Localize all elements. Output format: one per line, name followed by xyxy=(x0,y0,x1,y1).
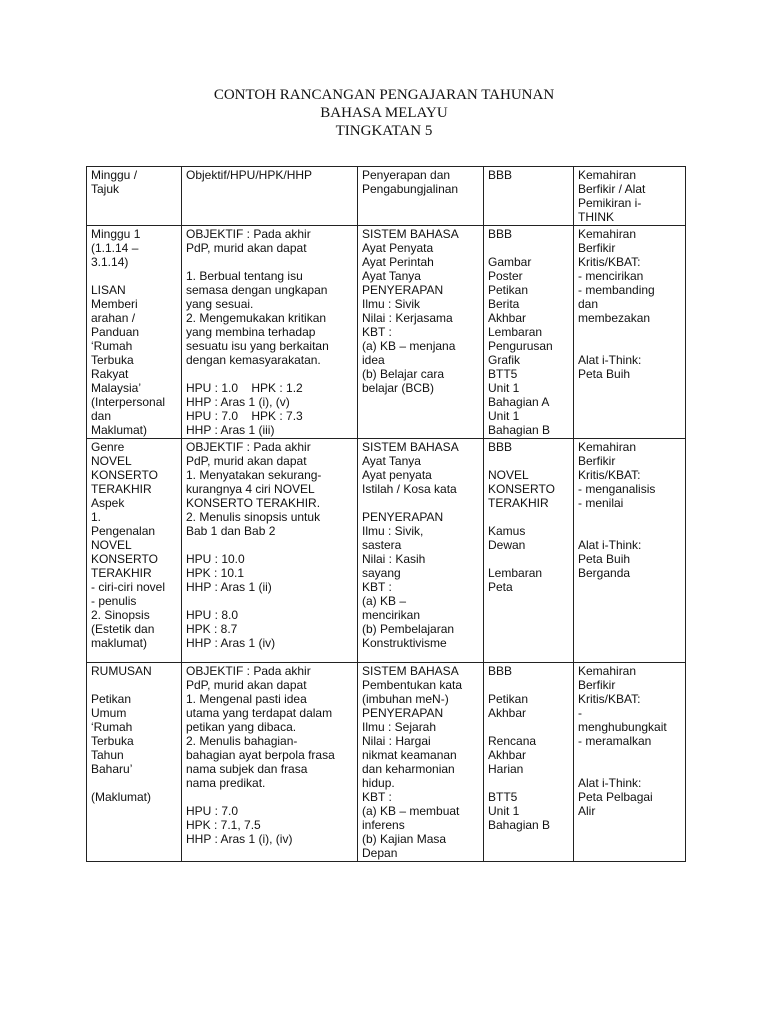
cell-text-line: (Interpersonal xyxy=(91,395,166,409)
cell-text-line: membezakan xyxy=(578,311,651,325)
cell-text-line: Akhbar xyxy=(488,748,527,762)
cell-text-line xyxy=(488,552,570,566)
cell-text-line: - penulis xyxy=(91,594,137,608)
cell-text-line xyxy=(578,762,682,776)
teaching-aids-cell xyxy=(484,663,574,862)
header-text-line: BBB xyxy=(488,168,513,182)
cell-text-line: Poster xyxy=(488,269,523,283)
cell-text-line: Malaysia’ xyxy=(91,381,142,395)
cell-text-line: 1. Menyatakan sekurang- xyxy=(186,468,322,482)
cell-text-line: - menilai xyxy=(578,496,624,510)
cell-text-line: Nilai : Hargai xyxy=(362,734,431,748)
lesson-plan-body xyxy=(87,167,686,862)
cell-text-line: SISTEM BAHASA xyxy=(362,440,459,454)
cell-text-line: yang sesuai. xyxy=(186,297,254,311)
cell-text-line: KONSERTO xyxy=(91,468,158,482)
cell-text-line: Panduan xyxy=(91,325,140,339)
lesson-plan-table xyxy=(86,166,686,862)
cell-text-line: Pengurusan xyxy=(488,339,553,353)
cell-text-line: HPU : 1.0 HPK : 1.2 xyxy=(186,381,303,395)
cell-text-line: nama subjek dan frasa xyxy=(186,762,308,776)
cell-text-line: Unit 1 xyxy=(488,804,520,818)
cell-text-line: TERAKHIR xyxy=(91,482,152,496)
cell-text-line: RUMUSAN xyxy=(91,664,152,678)
cell-text-line: KBT : xyxy=(362,325,392,339)
cell-text-line: Lembaran xyxy=(488,566,543,580)
integration-cell xyxy=(358,226,484,439)
objectives-cell xyxy=(182,663,358,862)
week-topic-cell xyxy=(87,663,182,862)
cell-text-line: HHP : Aras 1 (iii) xyxy=(186,423,275,437)
cell-text-line: Alat i-Think: xyxy=(578,538,642,552)
cell-text-line: 1. Mengenal pasti idea xyxy=(186,692,307,706)
cell-text-line: Unit 1 xyxy=(488,409,520,423)
cell-text-line xyxy=(488,454,570,468)
cell-text-line: PENYERAPAN xyxy=(362,510,444,524)
teaching-aids-cell xyxy=(484,439,574,663)
cell-text-line xyxy=(186,255,354,269)
cell-text-line: HHP : Aras 1 (i), (v) xyxy=(186,395,290,409)
cell-text-line: menghubungkait xyxy=(578,720,667,734)
cell-text-line xyxy=(488,241,570,255)
cell-text-line: Kritis/KBAT: xyxy=(578,692,641,706)
cell-text-line: BBB xyxy=(488,440,513,454)
cell-text-line: belajar (BCB) xyxy=(362,381,435,395)
cell-text-line: Dewan xyxy=(488,538,526,552)
cell-text-line: ‘Rumah xyxy=(91,720,133,734)
header-teaching-aids xyxy=(484,167,574,226)
cell-text-line: KONSERTO xyxy=(91,552,158,566)
week-topic-cell xyxy=(87,226,182,439)
cell-text-line: Kemahiran xyxy=(578,664,637,678)
cell-text-line: - ciri-ciri novel xyxy=(91,580,166,594)
cell-text-line: LISAN xyxy=(91,283,126,297)
cell-text-line: NOVEL xyxy=(91,454,132,468)
cell-text-line xyxy=(91,678,178,692)
cell-text-line: idea xyxy=(362,353,385,367)
cell-text-line: maklumat) xyxy=(91,636,148,650)
cell-text-line: BTT5 xyxy=(488,367,518,381)
cell-text-line: (b) Kajian Masa xyxy=(362,832,447,846)
cell-text-line: Bahagian B xyxy=(488,423,551,437)
cell-text-line: 2. Sinopsis xyxy=(91,608,150,622)
cell-text-line xyxy=(488,510,570,524)
cell-text-line: arahan / xyxy=(91,311,136,325)
cell-text-line: PdP, murid akan dapat xyxy=(186,241,307,255)
cell-text-line: HHP : Aras 1 (ii) xyxy=(186,580,272,594)
cell-text-line: Nilai : Kasih xyxy=(362,552,426,566)
cell-text-line: HPU : 7.0 xyxy=(186,804,239,818)
cell-text-line: Alat i-Think: xyxy=(578,776,642,790)
teaching-aids-cell xyxy=(484,226,574,439)
cell-text-line: NOVEL xyxy=(91,538,132,552)
cell-text-line: nama predikat. xyxy=(186,776,266,790)
cell-text-line: PENYERAPAN xyxy=(362,283,444,297)
cell-text-line: semasa dengan ungkapan xyxy=(186,283,328,297)
cell-text-line: KONSERTO xyxy=(488,482,555,496)
cell-text-line: Kemahiran xyxy=(578,440,637,454)
cell-text-line: Berganda xyxy=(578,566,631,580)
header-text-line: Minggu / xyxy=(91,168,138,182)
cell-text-line: Ilmu : Sivik xyxy=(362,297,421,311)
cell-text-line: (imbuhan meN-) xyxy=(362,692,449,706)
cell-text-line: HHP : Aras 1 (i), (iv) xyxy=(186,832,293,846)
cell-text-line: Berfikir xyxy=(578,454,616,468)
cell-text-line: Kemahiran xyxy=(578,227,637,241)
cell-text-line: Akhbar xyxy=(488,706,527,720)
header-text-line: Berfikir / Alat xyxy=(578,182,646,196)
table-row xyxy=(87,226,686,439)
cell-text-line: (b) Pembelajaran xyxy=(362,622,455,636)
cell-text-line xyxy=(578,339,682,353)
cell-text-line: Depan xyxy=(362,846,398,860)
cell-text-line xyxy=(488,720,570,734)
cell-text-line: kurangnya 4 ciri NOVEL xyxy=(186,482,315,496)
cell-text-line: Minggu 1 xyxy=(91,227,141,241)
cell-text-line: sesuatu isu yang berkaitan xyxy=(186,339,329,353)
objectives-cell xyxy=(182,226,358,439)
cell-text-line: 3.1.14) xyxy=(91,255,129,269)
cell-text-line: Rakyat xyxy=(91,367,129,381)
cell-text-line: Alat i-Think: xyxy=(578,353,642,367)
header-text-line: Tajuk xyxy=(91,182,120,196)
cell-text-line xyxy=(578,325,682,339)
cell-text-line: BTT5 xyxy=(488,790,518,804)
cell-text-line: Berita xyxy=(488,297,520,311)
cell-text-line: - xyxy=(578,706,582,720)
cell-text-line: Grafik xyxy=(488,353,521,367)
cell-text-line: Tahun xyxy=(91,748,124,762)
cell-text-line: - membanding xyxy=(578,283,655,297)
header-integration xyxy=(358,167,484,226)
title-line-2: BAHASA MELAYU xyxy=(320,105,448,121)
cell-text-line: TERAKHIR xyxy=(488,496,549,510)
cell-text-line: Lembaran xyxy=(488,325,543,339)
cell-text-line: sayang xyxy=(362,566,401,580)
cell-text-line: Istilah / Kosa kata xyxy=(362,482,457,496)
table-row xyxy=(87,663,686,862)
integration-cell xyxy=(358,663,484,862)
cell-text-line: Baharu’ xyxy=(91,762,133,776)
header-week-topic xyxy=(87,167,182,226)
cell-text-line: Memberi xyxy=(91,297,138,311)
cell-text-line: 1. Berbual tentang isu xyxy=(186,269,303,283)
document-title xyxy=(0,86,768,140)
header-text-line: Penyerapan dan xyxy=(362,168,451,182)
cell-text-line: - meramalkan xyxy=(578,734,652,748)
header-row xyxy=(87,167,686,226)
cell-text-line: Konstruktivisme xyxy=(362,636,447,650)
cell-text-line: ‘Rumah xyxy=(91,339,133,353)
cell-text-line: Ayat Penyata xyxy=(362,241,434,255)
cell-text-line: inferens xyxy=(362,818,405,832)
cell-text-line: Aspek xyxy=(91,496,125,510)
thinking-skills-cell xyxy=(574,663,686,862)
cell-text-line: 2. Menulis bahagian- xyxy=(186,734,298,748)
cell-text-line: Kamus xyxy=(488,524,526,538)
cell-text-line: HHP : Aras 1 (iv) xyxy=(186,636,276,650)
cell-text-line xyxy=(186,594,354,608)
thinking-skills-cell xyxy=(574,439,686,663)
cell-text-line: mencirikan xyxy=(362,608,421,622)
cell-text-line: HPU : 7.0 HPK : 7.3 xyxy=(186,409,303,423)
integration-cell xyxy=(358,439,484,663)
cell-text-line: PdP, murid akan dapat xyxy=(186,454,307,468)
cell-text-line: hidup. xyxy=(362,776,395,790)
cell-text-line: yang membina terhadap xyxy=(186,325,316,339)
cell-text-line: bahagian ayat berpola frasa xyxy=(186,748,335,762)
cell-text-line: Terbuka xyxy=(91,353,134,367)
cell-text-line xyxy=(488,776,570,790)
cell-text-line: KBT : xyxy=(362,790,392,804)
header-text-line: Kemahiran xyxy=(578,168,637,182)
cell-text-line: KBT : xyxy=(362,580,392,594)
cell-text-line: (b) Belajar cara xyxy=(362,367,445,381)
cell-text-line: 1. xyxy=(91,510,102,524)
cell-text-line: Peta Pelbagai xyxy=(578,790,653,804)
cell-text-line xyxy=(578,524,682,538)
cell-text-line: Peta xyxy=(488,580,513,594)
week-topic-cell xyxy=(87,439,182,663)
cell-text-line: Kritis/KBAT: xyxy=(578,468,641,482)
cell-text-line: Ayat Tanya xyxy=(362,269,421,283)
cell-text-line: Berfikir xyxy=(578,241,616,255)
cell-text-line: Petikan xyxy=(488,283,529,297)
cell-text-line: Gambar xyxy=(488,255,532,269)
cell-text-line: KONSERTO TERAKHIR. xyxy=(186,496,321,510)
cell-text-line: 2. Menulis sinopsis untuk xyxy=(186,510,321,524)
cell-text-line: - menganalisis xyxy=(578,482,656,496)
cell-text-line: TERAKHIR xyxy=(91,566,152,580)
cell-text-line xyxy=(362,496,480,510)
cell-text-line: Alir xyxy=(578,804,596,818)
cell-text-line xyxy=(186,790,354,804)
cell-text-line xyxy=(91,269,178,283)
cell-text-line: (1.1.14 – xyxy=(91,241,139,255)
cell-text-line: dan xyxy=(91,409,112,423)
cell-text-line: utama yang terdapat dalam xyxy=(186,706,333,720)
cell-text-line: (a) KB – menjana xyxy=(362,339,456,353)
cell-text-line: Kritis/KBAT: xyxy=(578,255,641,269)
cell-text-line: Peta Buih xyxy=(578,552,631,566)
header-objectives xyxy=(182,167,358,226)
cell-text-line: Ayat penyata xyxy=(362,468,432,482)
cell-text-line: Pembentukan kata xyxy=(362,678,463,692)
cell-text-line xyxy=(578,748,682,762)
table-row xyxy=(87,439,686,663)
title-line-3: TINGKATAN 5 xyxy=(335,123,433,139)
cell-text-line: - mencirikan xyxy=(578,269,644,283)
cell-text-line: SISTEM BAHASA xyxy=(362,664,459,678)
cell-text-line: dengan kemasyarakatan. xyxy=(186,353,321,367)
cell-text-line: sastera xyxy=(362,538,402,552)
cell-text-line: OBJEKTIF : Pada akhir xyxy=(186,664,311,678)
objectives-cell xyxy=(182,439,358,663)
cell-text-line: Unit 1 xyxy=(488,381,520,395)
cell-text-line: PENYERAPAN xyxy=(362,706,444,720)
cell-text-line: HPK : 7.1, 7.5 xyxy=(186,818,261,832)
cell-text-line: dan xyxy=(578,297,599,311)
cell-text-line: 2. Mengemukakan kritikan xyxy=(186,311,327,325)
cell-text-line: HPU : 8.0 xyxy=(186,608,239,622)
cell-text-line: Peta Buih xyxy=(578,367,631,381)
header-text-line: Pemikiran i- xyxy=(578,196,642,210)
cell-text-line: Rencana xyxy=(488,734,537,748)
cell-text-line xyxy=(488,678,570,692)
cell-text-line: HPK : 8.7 xyxy=(186,622,238,636)
cell-text-line: dan keharmonian xyxy=(362,762,455,776)
header-thinking-skills xyxy=(574,167,686,226)
cell-text-line: Umum xyxy=(91,706,127,720)
cell-text-line xyxy=(186,538,354,552)
cell-text-line: Ayat Tanya xyxy=(362,454,421,468)
cell-text-line: HPK : 10.1 xyxy=(186,566,245,580)
cell-text-line: (a) KB – membuat xyxy=(362,804,460,818)
cell-text-line: Akhbar xyxy=(488,311,527,325)
cell-text-line: Ilmu : Sivik, xyxy=(362,524,424,538)
cell-text-line: HPU : 10.0 xyxy=(186,552,245,566)
cell-text-line: NOVEL xyxy=(488,468,529,482)
cell-text-line: (Maklumat) xyxy=(91,790,152,804)
cell-text-line: Terbuka xyxy=(91,734,134,748)
cell-text-line: (a) KB – xyxy=(362,594,407,608)
cell-text-line: BBB xyxy=(488,227,513,241)
cell-text-line: Harian xyxy=(488,762,524,776)
cell-text-line: Bab 1 dan Bab 2 xyxy=(186,524,276,538)
cell-text-line: Petikan xyxy=(91,692,132,706)
thinking-skills-cell xyxy=(574,226,686,439)
cell-text-line xyxy=(578,510,682,524)
cell-text-line: petikan yang dibaca. xyxy=(186,720,297,734)
cell-text-line: OBJEKTIF : Pada akhir xyxy=(186,440,311,454)
header-text-line: Objektif/HPU/HPK/HHP xyxy=(186,168,313,182)
cell-text-line xyxy=(186,367,354,381)
header-text-line: Pengabungjalinan xyxy=(362,182,459,196)
cell-text-line: Maklumat) xyxy=(91,423,148,437)
cell-text-line: Genre xyxy=(91,440,125,454)
cell-text-line: (Estetik dan xyxy=(91,622,155,636)
cell-text-line: SISTEM BAHASA xyxy=(362,227,459,241)
cell-text-line: BBB xyxy=(488,664,513,678)
header-text-line: THINK xyxy=(578,210,614,224)
cell-text-line: Nilai : Kerjasama xyxy=(362,311,453,325)
cell-text-line xyxy=(91,776,178,790)
cell-text-line: Ayat Perintah xyxy=(362,255,434,269)
cell-text-line: Petikan xyxy=(488,692,529,706)
title-line-1: CONTOH RANCANGAN PENGAJARAN TAHUNAN xyxy=(213,87,555,103)
cell-text-line: Pengenalan xyxy=(91,524,156,538)
cell-text-line: Berfikir xyxy=(578,678,616,692)
cell-text-line: Bahagian A xyxy=(488,395,550,409)
cell-text-line: Ilmu : Sejarah xyxy=(362,720,437,734)
cell-text-line: PdP, murid akan dapat xyxy=(186,678,307,692)
cell-text-line: Bahagian B xyxy=(488,818,551,832)
cell-text-line: nikmat keamanan xyxy=(362,748,457,762)
cell-text-line: OBJEKTIF : Pada akhir xyxy=(186,227,311,241)
